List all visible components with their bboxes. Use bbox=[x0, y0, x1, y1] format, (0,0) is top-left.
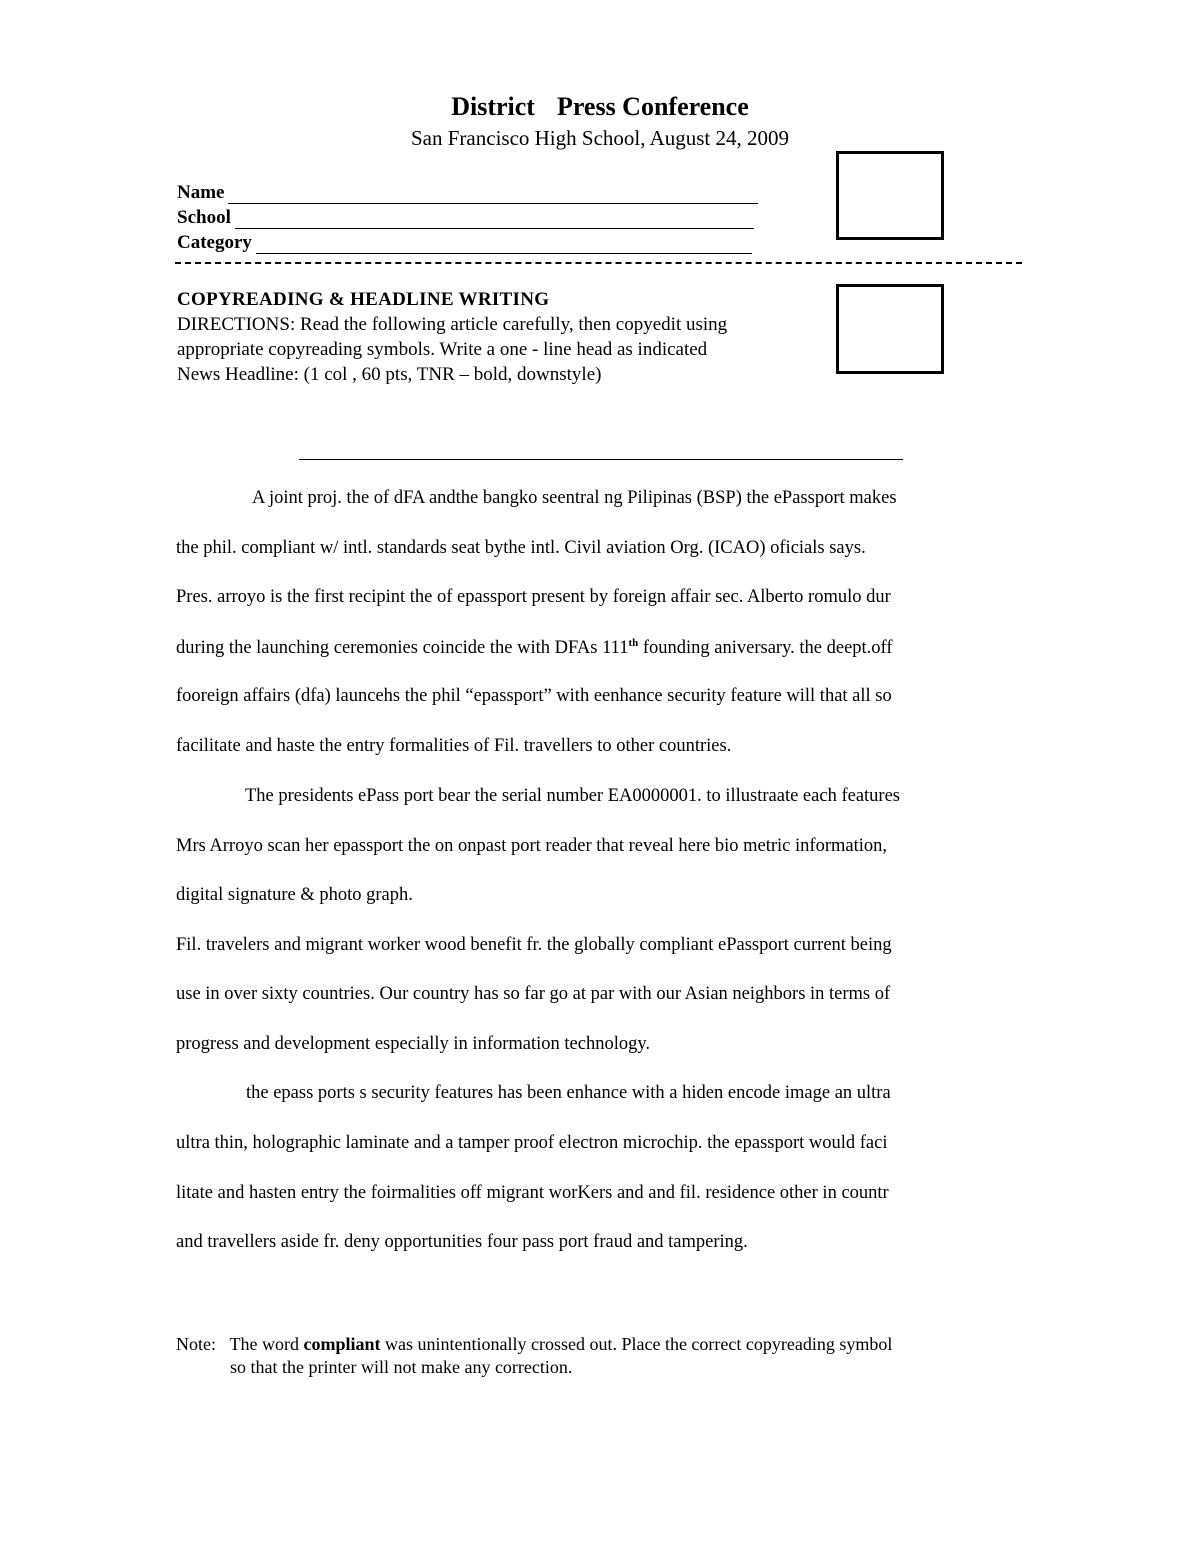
note-line-1 bbox=[176, 1334, 892, 1355]
article-line: use in over sixty countries. Our country has so far go at par with our Asian neighbors in terms of bbox=[176, 984, 891, 1004]
title-press-conference: Press Conference bbox=[556, 92, 749, 121]
directions-line-2: appropriate copyreading symbols. Write a one - line head as indicated bbox=[177, 339, 708, 360]
note-text: was unintentionally crossed out. Place the correct copyreading symbol bbox=[380, 1334, 893, 1354]
article-line: fooreign affairs (dfa) launcehs the phil “epassport” with eenhance security feature will that all so bbox=[176, 686, 892, 706]
note-line-2: so that the printer will not make any correction. bbox=[230, 1357, 573, 1377]
article-line: Fil. travelers and migrant worker wood benefit fr. the globally compliant ePassport current being bbox=[176, 935, 892, 955]
category-blank-line[interactable] bbox=[256, 235, 752, 254]
article-line bbox=[176, 637, 1026, 659]
note-text: The word bbox=[229, 1334, 304, 1354]
article-text: founding aniversary. the deept.off bbox=[638, 638, 893, 659]
article-line: The presidents ePass port bear the serial number EA0000001. to illustraate each features bbox=[245, 786, 900, 806]
article-line: Mrs Arroyo scan her epassport the on onpast port reader that reveal here bio metric information, bbox=[176, 836, 887, 856]
school-blank-line[interactable] bbox=[235, 210, 754, 229]
score-box-bottom[interactable] bbox=[836, 284, 944, 374]
superscript-th: th bbox=[628, 637, 639, 649]
title-district: District bbox=[451, 92, 535, 121]
directions-line-1: DIRECTIONS: Read the following article carefully, then copyedit using bbox=[177, 314, 728, 335]
article-line: progress and development especially in information technology. bbox=[176, 1034, 651, 1054]
article-line: digital signature & photo graph. bbox=[176, 885, 413, 905]
directions-line-3: News Headline: (1 col , 60 pts, TNR – bold, downstyle) bbox=[177, 364, 602, 385]
article-line: ultra thin, holographic laminate and a tamper proof electron microchip. the epassport would faci bbox=[176, 1133, 888, 1153]
dashed-separator bbox=[175, 262, 1022, 264]
article-line: facilitate and haste the entry formalities of Fil. travellers to other countries. bbox=[176, 736, 732, 756]
category-field[interactable] bbox=[177, 230, 752, 254]
school-field[interactable] bbox=[177, 205, 754, 229]
article-line: Pres. arroyo is the first recipint the of epassport present by foreign affair sec. Alberto romulo dur bbox=[176, 587, 891, 607]
name-label: Name bbox=[177, 182, 225, 203]
score-box-top[interactable] bbox=[836, 151, 944, 240]
document-title bbox=[0, 92, 1200, 122]
article-line: litate and hasten entry the foirmalities off migrant worKers and and fil. residence other in countr bbox=[176, 1183, 889, 1203]
name-blank-line[interactable] bbox=[228, 185, 758, 204]
article-line: A joint proj. the of dFA andthe bangko seentral ng Pilipinas (BSP) the ePassport makes bbox=[252, 488, 897, 508]
article-line: the phil. compliant w/ intl. standards seat bythe intl. Civil aviation Org. (ICAO) oficials says. bbox=[176, 538, 866, 558]
note-label: Note: bbox=[176, 1334, 216, 1354]
article-text: during the launching ceremonies coincide the with DFAs 111 bbox=[176, 638, 629, 659]
category-label: Category bbox=[177, 232, 252, 253]
document-subtitle: San Francisco High School, August 24, 2009 bbox=[411, 126, 789, 150]
school-label: School bbox=[177, 207, 231, 228]
article-line: and travellers aside fr. deny opportunities four pass port fraud and tampering. bbox=[176, 1232, 748, 1252]
article-line: the epass ports s security features has been enhance with a hiden encode image an ultra bbox=[246, 1083, 891, 1103]
section-heading: COPYREADING & HEADLINE WRITING bbox=[177, 289, 550, 310]
headline-answer-line[interactable] bbox=[299, 459, 903, 460]
note-keyword: compliant bbox=[303, 1334, 381, 1354]
name-field[interactable] bbox=[177, 180, 758, 204]
